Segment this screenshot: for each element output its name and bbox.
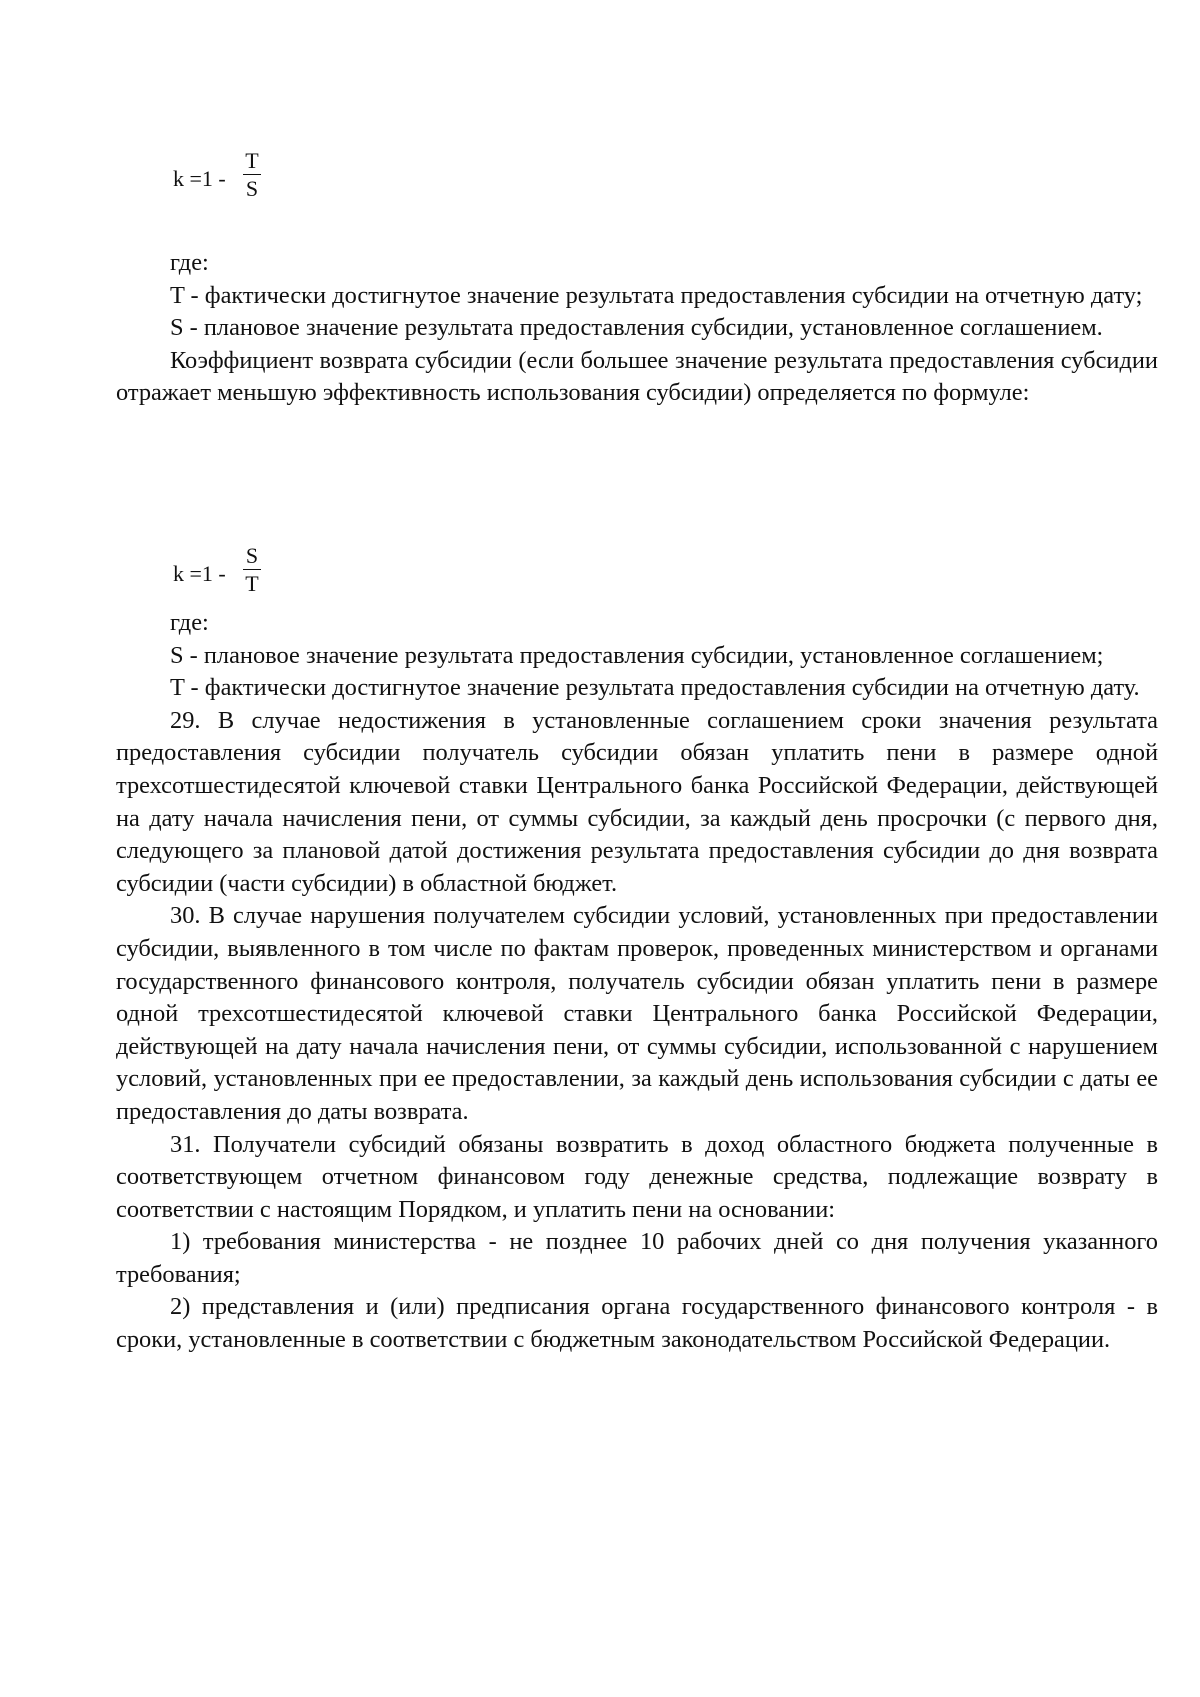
list-item-1: 1) требования министерства - не позднее 10 рабочих дней со дня получения указанного требования;	[116, 1228, 1158, 1288]
paragraph-29: 29. В случае недостижения в установленные соглашением сроки значения результата предоставления субсидии получатель субсидии обязан уплатить пени в размере одной трехсотшестидесятой ключевой ставки Центрального банка Российской Федерации, действующей на дату начала начисления пени, от суммы субсидии, за каждый день просрочки (с первого дня, следующего за плановой датой достижения результата предоставления субсидии до дня возврата субсидии (части субсидии) в областной бюджет.	[116, 706, 1158, 897]
coefficient-paragraph: Коэффициент возврата субсидии (если большее значение результата предоставления субсидии отражает меньшую эффективность использования субсидии) определяется по формуле:	[116, 346, 1158, 407]
definition-s: S - плановое значение результата предоставления субсидии, установленное соглашением.	[170, 314, 1103, 342]
fraction-bar	[243, 174, 261, 175]
definition-s: S - плановое значение результата предоставления субсидии, установленное соглашением;	[170, 641, 1104, 669]
formula-denominator: T	[245, 571, 259, 596]
formula-lhs: k =1 -	[173, 561, 226, 586]
formula-lhs: k =1 -	[173, 166, 226, 191]
text-block-2	[116, 607, 1158, 1357]
where-label: где:	[170, 609, 209, 636]
definition-t: T - фактически достигнутое значение результата предоставления субсидии на отчетную дату;	[170, 281, 1143, 309]
formula-fraction	[243, 545, 261, 595]
formula-denominator: S	[245, 176, 259, 201]
fraction-bar	[243, 569, 261, 570]
paragraph-30: 30. В случае нарушения получателем субсидии условий, установленных при предоставлении субсидии, выявленного в том числе по фактам проверок, проведенных министерством и органами государственного финансового контроля, получатель субсидии обязан уплатить пени в размере одной трехсотшестидесятой ключевой ставки Центрального банка Российской Федерации, действующей на дату начала начисления пени, от суммы субсидии, использованной с нарушением условий, установленных при ее предоставлении, за каждый день использования субсидии с даты ее предоставления до даты возврата.	[116, 902, 1158, 1125]
formula-numerator: S	[245, 543, 259, 568]
text-block-1	[116, 247, 1158, 410]
paragraph-31: 31. Получатели субсидий обязаны возвратить в доход областного бюджета полученные в соответствующем отчетном финансовом году денежные средства, подлежащие возврату в соответствии с настоящим Порядком, и уплатить пени на основании:	[116, 1130, 1158, 1223]
list-item-2: 2) представления и (или) предписания органа государственного финансового контроля - в сроки, установленные в соответствии с бюджетным законодательством Российской Федерации.	[116, 1293, 1158, 1354]
formula-fraction	[243, 150, 261, 200]
definition-t: T - фактически достигнутое значение результата предоставления субсидии на отчетную дату.	[170, 674, 1140, 702]
where-label: где:	[170, 249, 209, 276]
formula-numerator: T	[245, 148, 259, 173]
